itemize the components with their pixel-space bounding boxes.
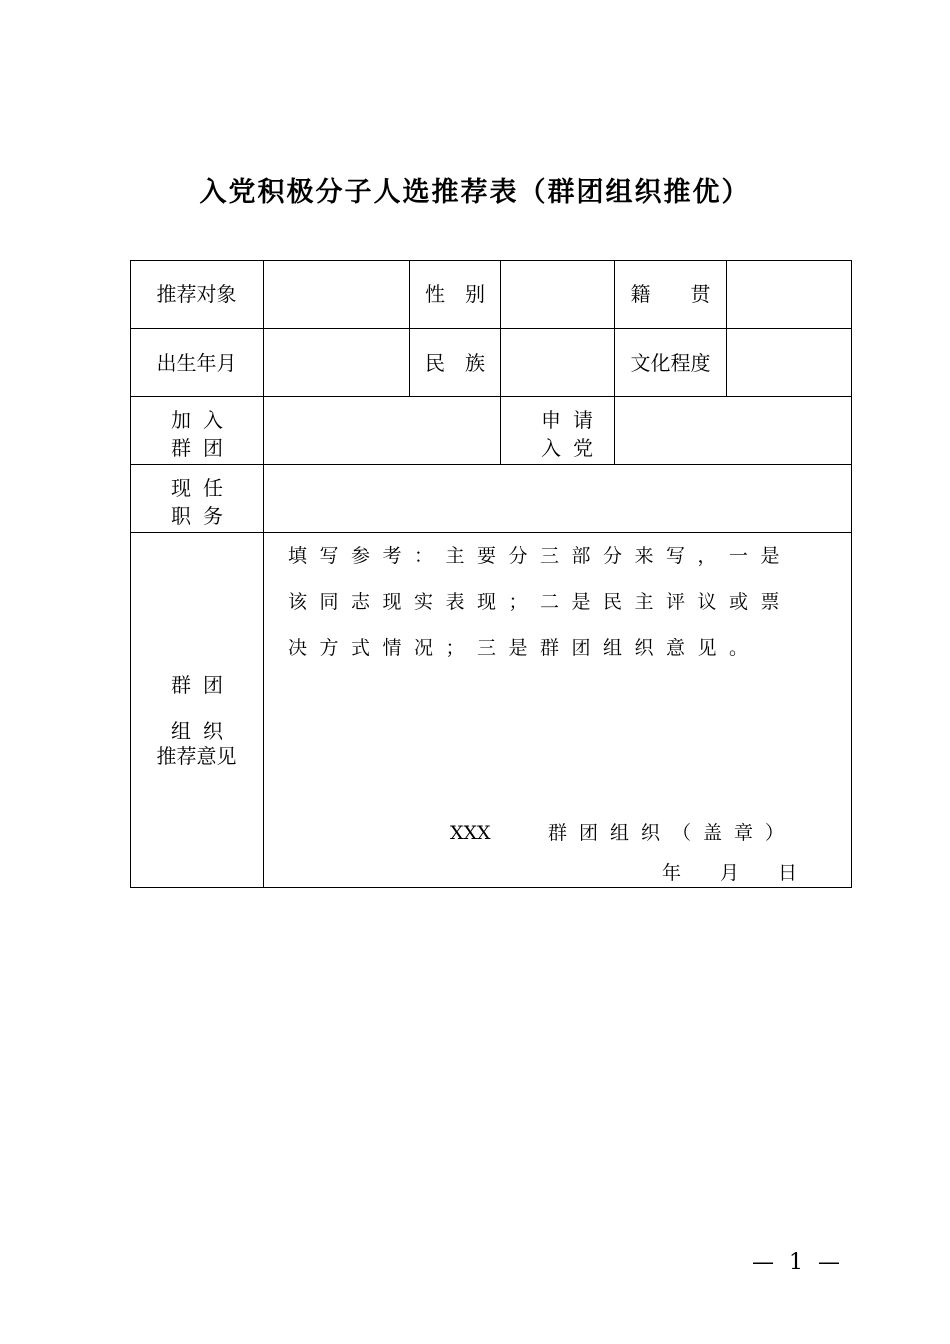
label-native-place: 籍 贯 <box>630 282 711 306</box>
table-border-bottom <box>130 887 852 888</box>
recommendation-form <box>130 260 852 888</box>
signature-org-name: XXX <box>450 822 491 844</box>
page-title: 入党积极分子人选推荐表（群团组织推优） <box>199 177 751 208</box>
label-birth-date: 出生年月 <box>156 351 237 375</box>
signature-seal: 群团组织（盖章） <box>548 822 797 844</box>
label-candidate: 推荐对象 <box>156 282 237 306</box>
native-place-field[interactable] <box>727 261 851 328</box>
reference-text-line1: 填写参考：主要分三部分来写，一是 <box>288 545 793 567</box>
label-ethnicity: 民 族 <box>425 351 485 375</box>
label-recommendation-opinion-line1: 群团组织 <box>171 673 235 743</box>
label-recommendation-opinion-line2: 推荐意见 <box>156 744 237 768</box>
ethnicity-field[interactable] <box>501 329 614 396</box>
education-field[interactable] <box>727 329 851 396</box>
label-current-position: 现任职务 <box>171 476 235 528</box>
apply-party-date-field[interactable] <box>615 397 851 464</box>
reference-text-line3: 决方式情况；三是群团组织意见。 <box>288 637 761 659</box>
current-position-field[interactable] <box>264 465 851 532</box>
gender-field[interactable] <box>501 261 614 328</box>
page-number: — 1 — <box>752 1250 844 1275</box>
reference-text-line2: 该同志现实表现；二是民主评议或票 <box>288 591 793 613</box>
label-join-group-date: 加入群团 <box>171 408 235 460</box>
label-education: 文化程度 <box>630 351 711 375</box>
date-year: 年 <box>662 862 682 884</box>
table-border-right <box>851 260 852 888</box>
date-month: 月 <box>720 862 740 884</box>
recommendation-opinion-field[interactable] <box>264 533 851 887</box>
candidate-field[interactable] <box>264 261 409 328</box>
birth-date-field[interactable] <box>264 329 409 396</box>
date-day: 日 <box>778 862 798 884</box>
label-apply-party-date: 申请入党 <box>541 408 605 460</box>
join-group-date-field[interactable] <box>264 397 500 464</box>
label-gender: 性 别 <box>425 282 485 306</box>
